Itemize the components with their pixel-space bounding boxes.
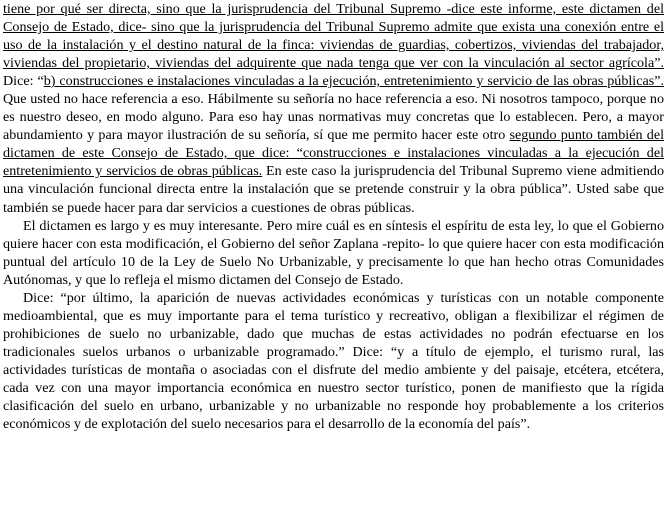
text-dictamen-largo: El dictamen es largo y es muy interesante. Pero mire cuál es en síntesis el espíritu de esta ley, lo que el Gobierno quiere hacer con esta modificación, el Gobierno del señor Zaplana -repito- lo que quiere hacer con esta modificación puntual del artículo 10 de la Ley de Suelo No Urbanizable, y precisamente lo que han hecho otras Comunidades Autónomas, y que lo refleja el mismo dictamen del Consejo de Estado. <box>3 217 664 288</box>
document-page <box>3 0 664 433</box>
text-por-ultimo: Dice: “por último, la aparición de nuevas actividades económicas y turísticas con un notable componente medioambiental, que es muy importante para el tema turístico y recreativo, obligan a flexibilizar el régimen de prohibiciones de suelo no urbanizable, dado que muchas de estas actividades no podrán efectuarse en los tradicionales suelos urbanos o urbanizable programado.” Dice: “y a título de ejemplo, el turismo rural, las actividades turísticas de montaña o asociadas con el disfrute del medio ambiente y del paisaje, etcétera, etcétera, cada vez con una mayor importancia económica en nuestro sector turístico, ponen de manifiesto que la rígida clasificación del suelo en urbano, urbanizable y no urbanizable no responde hoy probablemente a los criterios económicos y de explotación del suelo necesarios para el desarrollo de la economía del país”. <box>3 289 664 433</box>
text-jurisprudencia: En este caso la jurisprudencia del Tribunal Supremo viene admitiendo una vinculación funcional directa entre la instalación que se pretende construir y la obra pública”. Usted sabe que también se puede hacer para dar servicios a cuestiones de obras públicas. <box>3 163 664 216</box>
quote-viviendas-vinculadas: tiene por qué ser directa, sino que la jurisprudencia del Tribunal Supremo -dice este informe, este dictamen del Consejo de Estado, dice- sino que la jurisprudencia del Tribunal Supremo admite que exista una conexión entre el uso de la instalación y el destino natural de la finca: viviendas de guardias, cobertizos, viviendas del trabajador, viviendas del propietario, viviendas del adquirente que nada tenga que ver con la vinculación al sector agrícola”. <box>3 1 664 72</box>
text-dice-intro: Dice: “ <box>3 73 44 90</box>
paragraph-3 <box>3 289 664 433</box>
text-referencia: Que usted no hace referencia a eso. Hábilmente su señoría no hace referencia a eso. Ni nosotros tampoco, porque no es nuestro deseo, en modo alguno. Para eso hay unas normativas muy concretas que lo establecen. Pero, a mayor abundamiento y para mayor ilustración de su señoría, sí que me permito hacer este otro <box>3 91 664 144</box>
paragraph-2 <box>3 217 664 289</box>
paragraph-1 <box>3 0 664 217</box>
quote-obras-publicas: b) construcciones e instalaciones vinculadas a la ejecución, entretenimiento y servicio de las obras públicas”. <box>43 73 664 90</box>
quote-segundo-punto: segundo punto también del dictamen de este Consejo de Estado, que dice: “construcciones e instalaciones vinculadas a la ejecución del entretenimiento y servicios de obras públicas. <box>3 127 664 180</box>
